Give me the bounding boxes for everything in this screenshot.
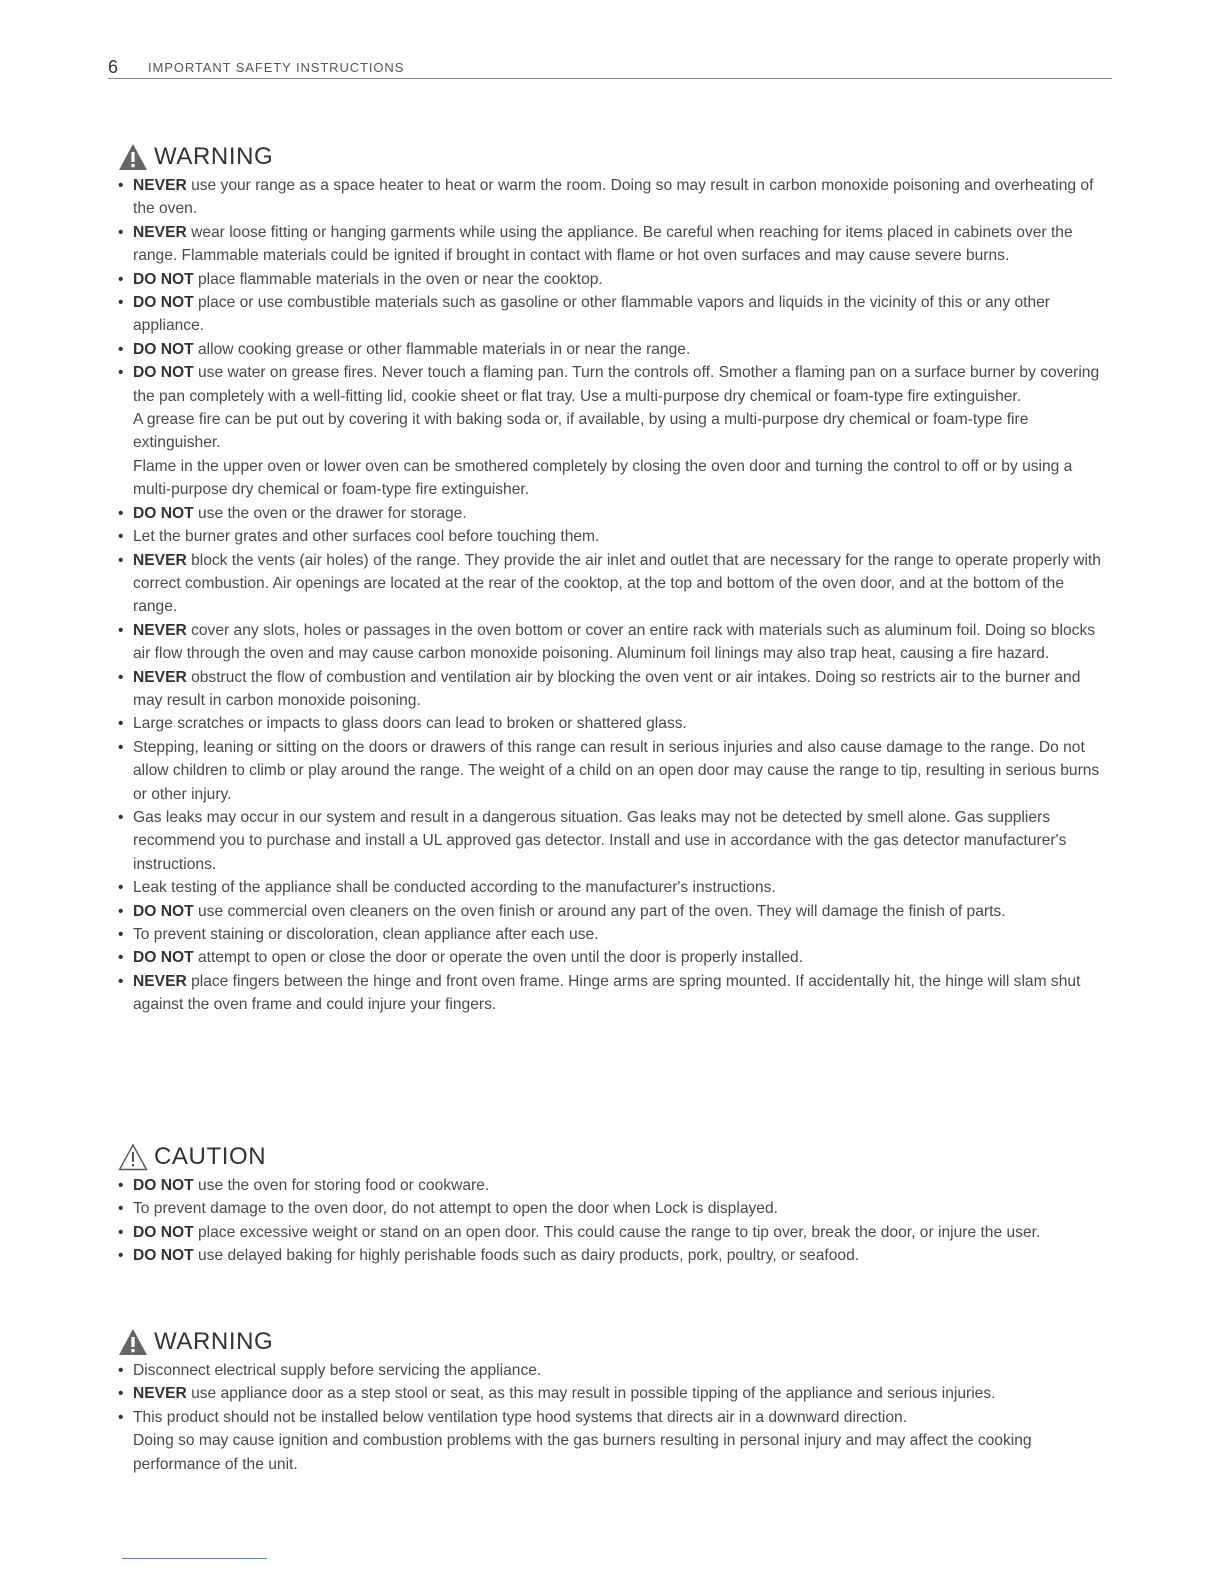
list-item [118,1197,1108,1220]
header-title: IMPORTANT SAFETY INSTRUCTIONS [148,60,405,75]
list-item [118,1244,1108,1267]
keyword: DO NOT [133,364,194,382]
item-text: attempt to open or close the door or operate the oven until the door is properly installed. [193,949,804,967]
list-item [118,1382,1108,1405]
item-text: use commercial oven cleaners on the oven finish or around any part of the oven. They will damage the finish of parts. [193,902,1006,920]
keyword: DO NOT [133,270,194,288]
list-item [118,338,1108,361]
item-text: place or use combustible materials such as gasoline or other flammable vapors and liquids in the vicinity of this or any other appliance. [133,294,1050,335]
list-item [118,221,1108,268]
list-item [118,923,1108,946]
keyword: DO NOT [133,902,194,920]
list-item [118,736,1108,806]
page-number: 6 [108,57,119,77]
item-text: Stepping, leaning or sitting on the doors or drawers of this range can result in serious injuries and also cause damage to the range. Do not allow children to climb or play around the range. The weight of a child on an open door may cause the range to tip, resulting in serious burns or other injury. [133,738,1100,803]
section-title: WARNING [154,1328,274,1355]
keyword: DO NOT [133,1177,194,1194]
item-text: allow cooking grease or other flammable materials in or near the range. [193,340,691,358]
item-text: use your range as a space heater to heat or warm the room. Doing so may result in carbon monoxide poisoning and overheating of the oven. [133,177,1094,218]
list-item [118,174,1108,221]
item-text: block the vents (air holes) of the range. They provide the air inlet and outlet that are necessary for the range to operate properly with correct combustion. Air openings are located at the rear of the cooktop, at the top and bottom of the oven door, and at the bottom of the range. [133,551,1101,616]
item-text: Gas leaks may occur in our system and result in a dangerous situation. Gas leaks may not be detected by smell alone. Gas suppliers recommend you to purchase and install a UL approved gas detector. Install and use in accordance with the gas detector manufacturer's instructions. [133,808,1067,873]
list-item [118,1359,1108,1382]
item-text: use water on grease fires. Never touch a flaming pan. Turn the controls off. Smother a flaming pan on a surface burner by covering the pan completely with a well-fitting lid, cookie sheet or flat tray. Use a multi-purpose dry chemical or foam-type fire extinguisher. [133,364,1100,405]
section-heading [118,1325,1108,1359]
list-item [118,1406,1108,1476]
section-heading [118,140,1108,174]
item-text: To prevent staining or discoloration, clean appliance after each use. [133,926,599,943]
item-text: place flammable materials in the oven or near the cooktop. [193,270,603,288]
warning-section-1 [118,140,1108,1017]
list-item [118,525,1108,548]
list-item [118,502,1108,525]
item-text: Let the burner grates and other surfaces cool before touching them. [133,528,600,546]
warning-icon [118,143,148,171]
keyword: NEVER [133,551,187,569]
item-text: Leak testing of the appliance shall be conducted according to the manufacturer's instructions. [133,879,776,897]
caution-icon [118,1143,148,1171]
bullet-list [118,1174,1108,1268]
item-paragraph: Doing so may cause ignition and combustion problems with the gas burners resulting in personal injury and may affect the cooking performance of the unit. [133,1432,1032,1473]
list-item [118,361,1108,501]
keyword: NEVER [133,223,187,241]
footer-rule [122,1558,267,1559]
keyword: DO NOT [133,1223,194,1241]
keyword: DO NOT [133,1247,194,1265]
item-text: use the oven or the drawer for storage. [193,504,467,522]
item-text: place fingers between the hinge and front oven frame. Hinge arms are spring mounted. If accidentally hit, the hinge will slam shut against the oven frame and could injure your fingers. [133,972,1081,1014]
section-title: CAUTION [154,1143,267,1170]
list-item [118,666,1108,713]
caution-section [118,1140,1108,1268]
item-text: use appliance door as a step stool or seat, as this may result in possible tipping of the appliance and serious injuries. [186,1385,996,1403]
bullet-list [118,174,1108,1017]
list-item [118,900,1108,923]
list-item [118,946,1108,969]
item-text: use the oven for storing food or cookware. [193,1177,490,1194]
keyword: NEVER [133,1385,187,1403]
list-item [118,291,1108,338]
item-text: Disconnect electrical supply before servicing the appliance. [133,1362,542,1379]
list-item [118,712,1108,735]
list-item [118,549,1108,619]
page-header [108,56,1112,79]
keyword: NEVER [133,972,187,990]
warning-icon [118,1328,148,1356]
keyword: DO NOT [133,294,194,312]
item-paragraph: Flame in the upper oven or lower oven can be smothered completely by closing the oven door and turning the control to off or by using a multi-purpose dry chemical or foam-type fire extinguisher. [133,457,1073,499]
item-text: To prevent damage to the oven door, do not attempt to open the door when Lock is displayed. [133,1200,778,1218]
item-text: Large scratches or impacts to glass doors can lead to broken or shattered glass. [133,715,687,733]
item-text: use delayed baking for highly perishable foods such as dairy products, pork, poultry, or seafood. [193,1247,860,1265]
bullet-list [118,1359,1108,1476]
item-text: cover any slots, holes or passages in the oven bottom or cover an entire rack with materials such as aluminum foil. Doing so blocks air flow through the oven and may cause carbon monoxide poisoning. Aluminum foil linings may also trap heat, causing a fire hazard. [133,621,1096,663]
section-heading [118,1140,1108,1174]
section-title: WARNING [154,143,274,170]
list-item [118,268,1108,291]
keyword: NEVER [133,621,187,639]
item-text: wear loose fitting or hanging garments while using the appliance. Be careful when reaching for items placed in cabinets over the range. Flammable materials could be ignited if brought in contact with flame or hot oven surfaces and may cause severe burns. [133,223,1073,265]
keyword: NEVER [133,177,187,194]
list-item [118,619,1108,666]
item-text: obstruct the flow of combustion and ventilation air by blocking the oven vent or air intakes. Doing so restricts air to the burner and may result in carbon monoxide poisoning. [133,668,1081,709]
keyword: DO NOT [133,949,194,967]
item-text: This product should not be installed below ventilation type hood systems that directs air in a downward direction. [133,1408,908,1426]
list-item [118,1221,1108,1244]
item-paragraph: A grease fire can be put out by covering it with baking soda or, if available, by using a multi-purpose dry chemical or foam-type fire extinguisher. [133,411,1029,452]
keyword: DO NOT [133,340,194,358]
keyword: NEVER [133,668,187,686]
list-item [118,876,1108,899]
keyword: DO NOT [133,504,194,522]
list-item [118,970,1108,1017]
list-item [118,1174,1108,1197]
list-item [118,806,1108,876]
item-text: place excessive weight or stand on an open door. This could cause the range to tip over, break the door, or injure the user. [193,1223,1041,1241]
warning-section-2 [118,1325,1108,1476]
